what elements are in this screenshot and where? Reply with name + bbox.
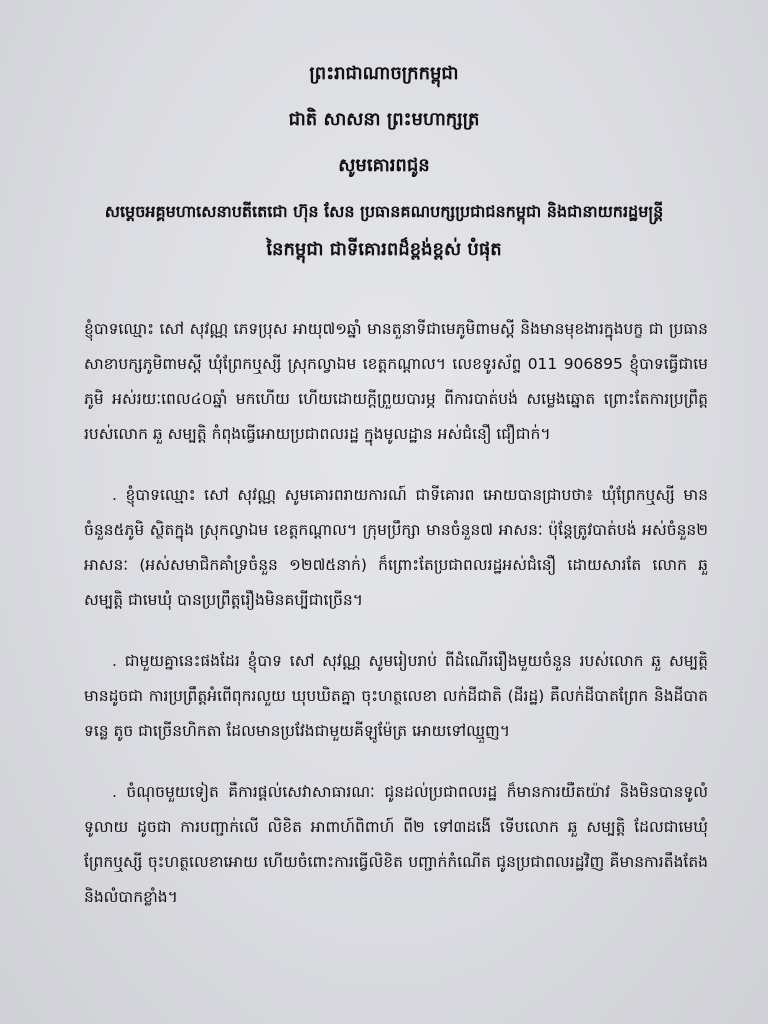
recipient-line-2: នៃកម្ពុជា ជាទីគោរពដ៏ខ្ពង់ខ្ពស់ បំផុត [266, 239, 502, 260]
paragraph-introduction: ខ្ញុំបាទឈ្មោះ សៅ សុវណ្ណ ភេទប្រុស អាយុ៧១ឆ្នាំ មានតួនាទីជាមេភូមិពាមស្តី និងមានមុខងារក្នុងបក្ខ ជា ប្រធានសាខាបក្សភូមិពាមស្តី ឃុំព្រែកឬស្សី ស្រុកល្វាឯម ខេត្តកណ្តាល។ លេខទូរស័ព្ទ 011 906895 ខ្ញុំបាទធ្វើជាមេភូមិ អស់រយៈពេល៤០ឆ្នាំ មកហើយ ហើយដោយក្តីព្រួយបារម្ភ ពីការបាត់បង់ សម្លេងឆ្នោត ព្រោះតែការប្រព្រឹត្តរបស់លោក ឆួ សម្បត្តិ កំពុងធ្វើអោយប្រជាពលរដ្ឋ ក្នុងមូលដ្ឋាន អស់ជំនឿ ជឿជាក់។ [84, 320, 708, 443]
letter-body [84, 312, 708, 941]
salutation: សូមគោរពជូន [338, 155, 430, 176]
recipient-line-1: សម្តេចអគ្គមហាសេនាបតីតេជោ ហ៊ុន សែន ប្រធានគណបក្សប្រជាជនកម្ពុជា និងជានាយករដ្ឋមន្ត្រី [104, 202, 664, 221]
national-motto: ជាតិ សាសនា ព្រះមហាក្សត្រ [288, 109, 480, 130]
paragraph-report: . ខ្ញុំបាទឈ្មោះ សៅ សុវណ្ណ សូមគោរពរាយការណ៍ ជាទីគោរព អោយបានជ្រាបថា៖ ឃុំព្រែកឬស្សី មានចំនួន៥ភូមិ ស្ថិតក្នុង ស្រុកល្វាឯម ខេត្តកណ្តាល។ ក្រុមប្រឹក្សា មានចំនួន៧ អាសនៈ ប៉ុន្តែត្រូវបាត់បង់ អស់ចំនួន២ អាសនៈ (អស់សមាជិកគាំទ្រចំនួន ១២៧៥នាក់) ក៏ព្រោះតែប្រជាពលរដ្ឋអស់ជំនឿ ដោយសារតែ លោក ឆួ សម្បត្តិ ជាមេឃុំ បានប្រព្រឹត្តរឿងមិនគប្បីជាច្រើន។ [84, 486, 708, 609]
paragraph-public-services: . ចំណុចមួយទៀត គឺការផ្តល់សេវាសាធារណៈ ជូនដល់ប្រជាពលរដ្ឋ ក៏មានការយឺតយ៉ាវ និងមិនបានទូលំទូលាយ ដូចជា ការបញ្ជាក់លើ លិខិត អាពាហ៍ពិពាហ៍ ពី២ ទៅ៣ដងើ ទើបលោក ឆួ សម្បត្តិ ដែលជាមេឃុំ ព្រែកឬស្សី ចុះហត្ថលេខាអោយ ហើយចំពោះការធ្វើលិខិត បញ្ជាក់កំណើត ជូនប្រជាពលរដ្ឋវិញ គឺមានការតឹងតែង និងលំបាកខ្លាំង។ [84, 783, 708, 906]
paragraph-corruption: . ជាមួយគ្នានេះផងដែរ ខ្ញុំបាទ សៅ សុវណ្ណ សូមរៀបរាប់ ពីដំណើររឿងមួយចំនួន របស់លោក ឆួ សម្បត្តិ មានដូចជា ការប្រព្រឹត្តអំពើពុករលួយ ឃុបឃិតគ្នា ចុះហត្ថលេខា លក់ដីជាតិ (ដីរដ្ឋ) គឺលក់ដីបាតព្រែក និងដីបាតទន្លេ តូច ជាច្រើនហិកតា ដែលមានប្រវែងជាមួយគីឡូម៉ែត្រ អោយទៅឈ្មួញ។ [84, 652, 708, 740]
kingdom-title: ព្រះរាជាណាចក្រកម្ពុជា [309, 63, 459, 84]
document-header [40, 62, 728, 262]
